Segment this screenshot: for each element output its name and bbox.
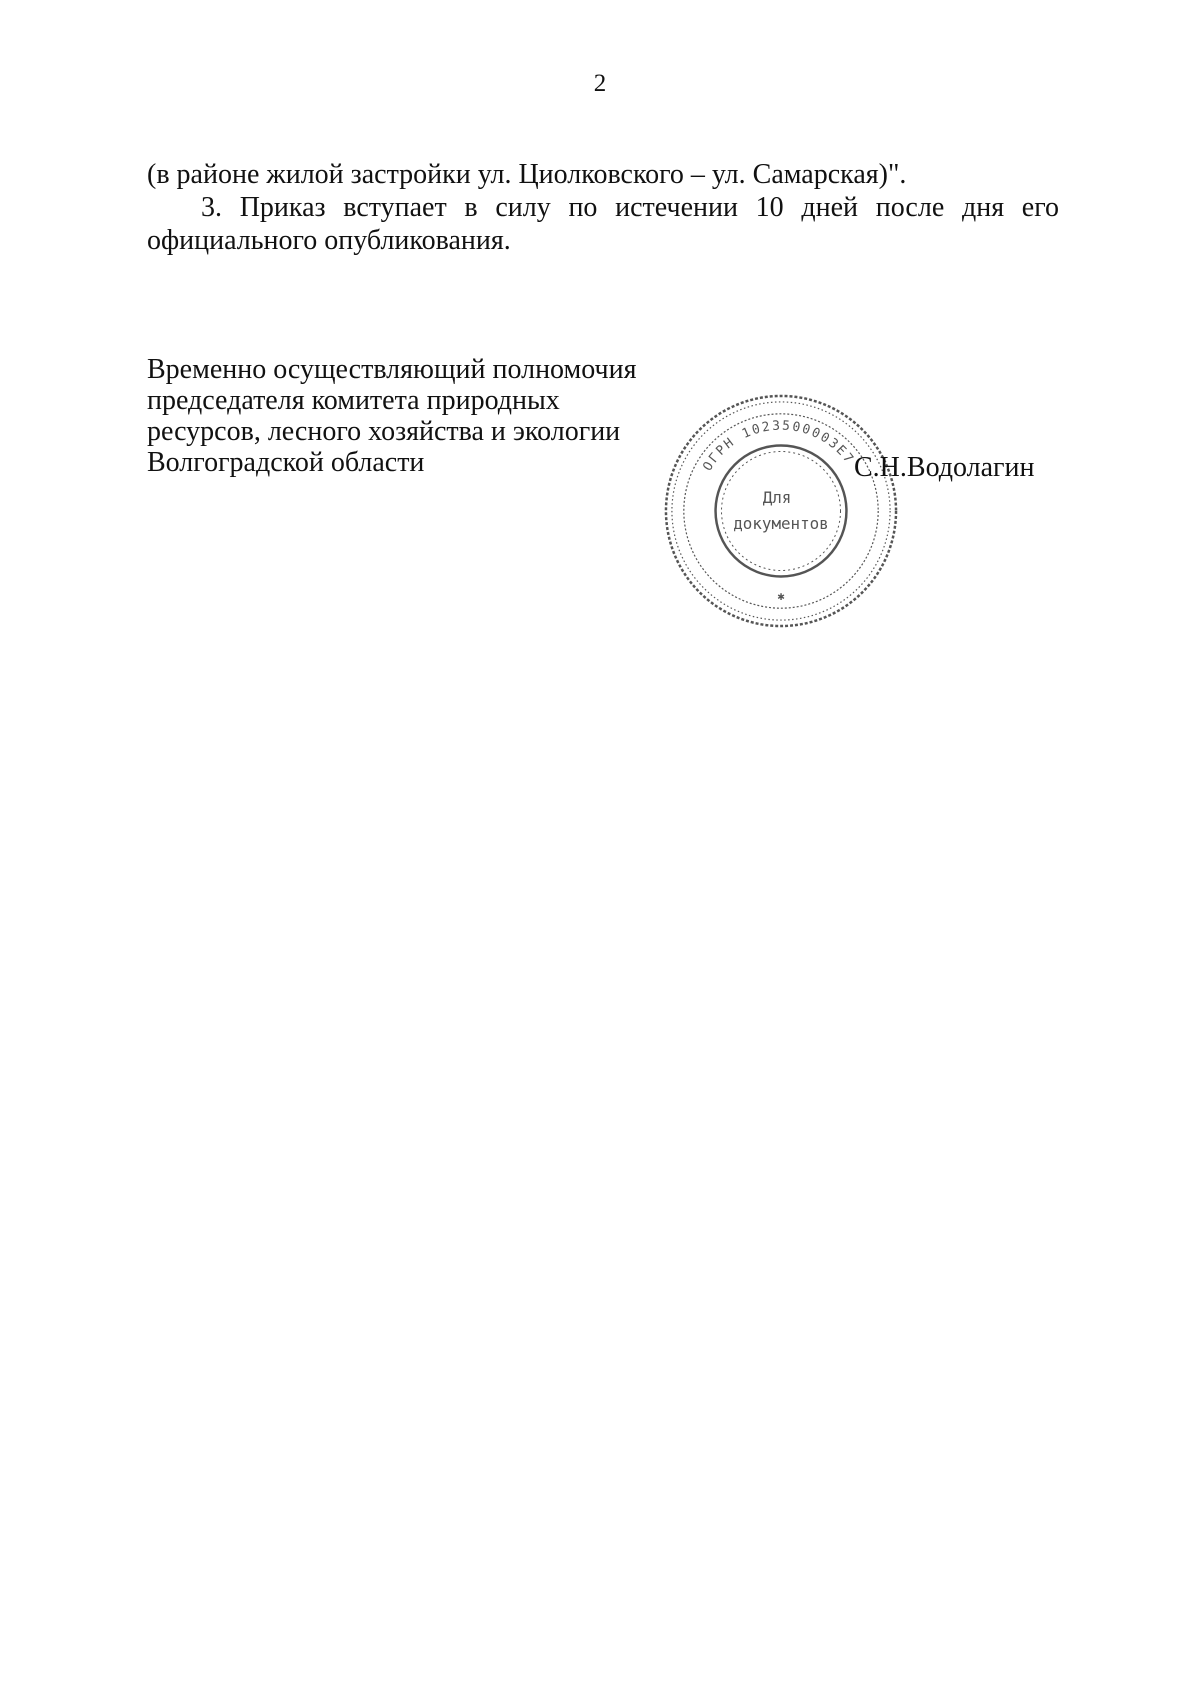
signer-position-line: председателя комитета природных xyxy=(147,385,560,416)
seal-center-text-line: Для xyxy=(762,488,792,508)
signer-position-line: Волгоградской области xyxy=(147,447,425,478)
seal-center-text-line: документов xyxy=(733,513,829,533)
signer-position-line: ресурсов, лесного хозяйства и экологии xyxy=(147,416,621,447)
document-body xyxy=(147,158,1059,257)
signer-position-line: Временно осуществляющий полномочия xyxy=(147,354,637,385)
svg-text:✱: ✱ xyxy=(777,589,785,604)
official-seal-stamp xyxy=(662,392,900,630)
seal-ring-text: ОГРН 1023500003E7 xyxy=(700,418,858,474)
paragraph-3: 3. Приказ вступает в силу по истечении 10 дней после дня его официального опубликования. xyxy=(147,192,1059,256)
signer-name: С.Н.Водолагин xyxy=(854,452,1035,483)
signer-position xyxy=(147,354,667,478)
page-number: 2 xyxy=(593,70,607,97)
body-line-continuation: (в районе жилой застройки ул. Циолковского – ул. Самарская)". xyxy=(147,159,907,190)
